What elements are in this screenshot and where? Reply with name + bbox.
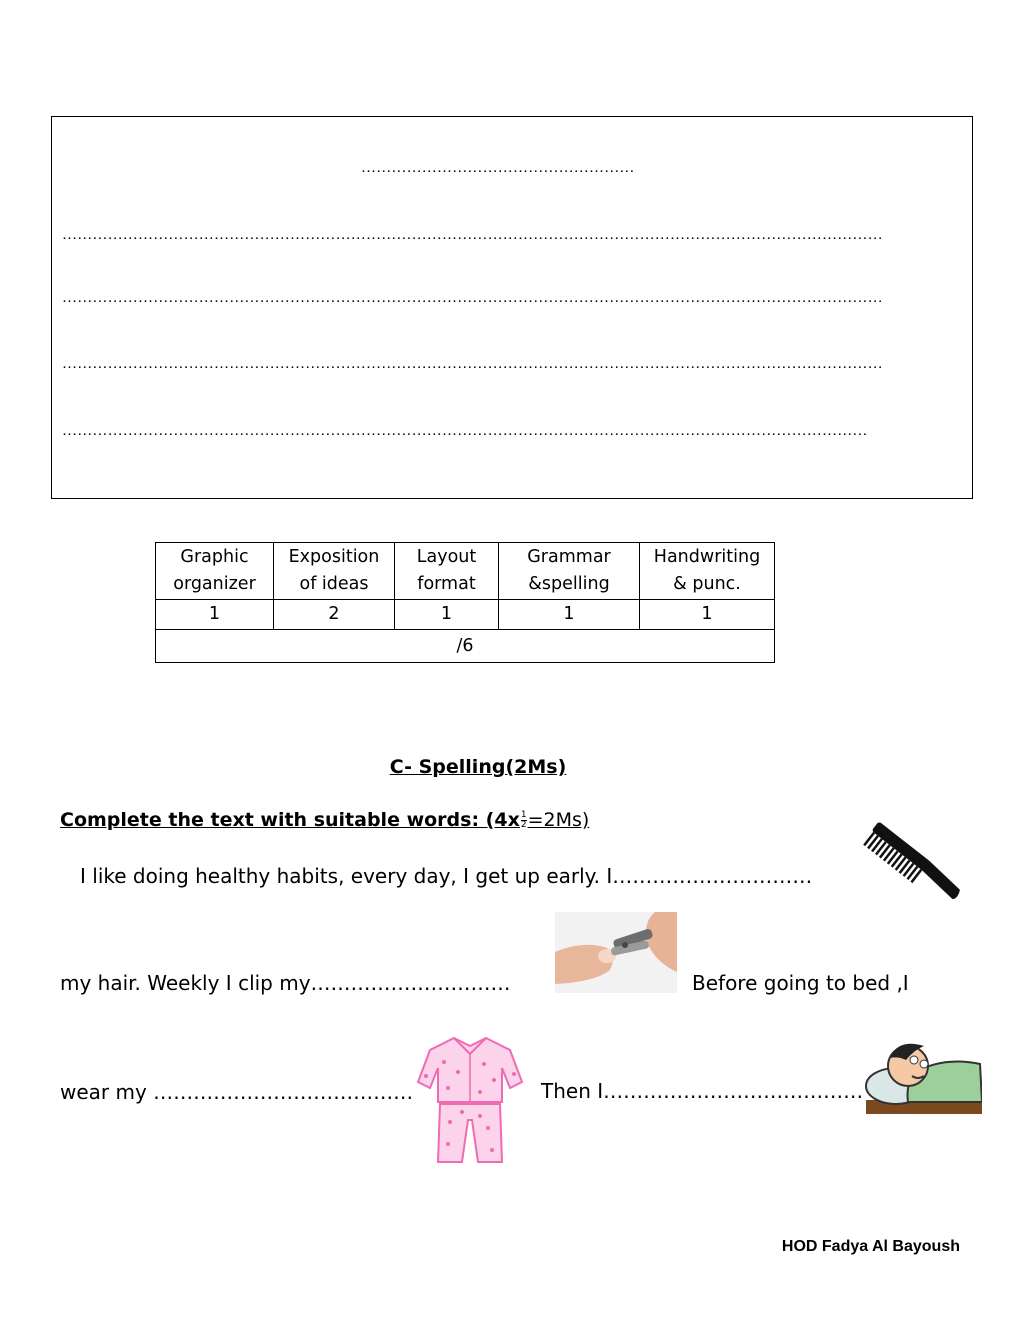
header-text: Layout [416, 547, 477, 567]
writing-line-2[interactable]: ……………………………………………………………………………………………………………………………………………… [62, 290, 883, 306]
rubric-header-row [156, 543, 775, 600]
writing-line-3[interactable]: ……………………………………………………………………………………………………………………………………………… [62, 356, 883, 372]
fraction-numerator: 1 [520, 810, 527, 820]
rubric-header-exposition [274, 543, 395, 600]
text-line-2a[interactable]: my hair. Weekly I clip my………………………… [60, 971, 511, 995]
instruction-bold: Complete the text with suitable words: (4x [60, 809, 520, 831]
text-line-3a[interactable]: wear my ………………………………… [60, 1080, 414, 1104]
footer-signature: HOD Fadya Al Bayoush [781, 1238, 960, 1255]
pajamas-image [414, 1032, 526, 1166]
rubric-total: /6 [156, 630, 775, 663]
sleeping-boy-image [862, 1030, 982, 1120]
text-line-1[interactable]: I like doing healthy habits, every day, I get up early. I………………………… [80, 864, 813, 888]
writing-line-1[interactable]: ……………………………………………………………………………………………………………………………………………… [62, 227, 883, 243]
header-text: Graphic [180, 547, 249, 567]
header-text: of ideas [299, 574, 369, 594]
nail-clipper-image [555, 912, 677, 993]
rubric-mark: 1 [640, 600, 775, 630]
rubric-header-grammar [499, 543, 640, 600]
writing-title-line[interactable]: ……………………………………………… [361, 160, 635, 176]
text-line-2b: Before going to bed ,I [692, 971, 909, 995]
rubric-header-graphic [156, 543, 274, 600]
header-text: &spelling [528, 574, 610, 594]
rubric-table [155, 542, 775, 663]
text-line-3b[interactable]: Then I………………………………… [541, 1079, 864, 1103]
rubric-header-layout [395, 543, 499, 600]
header-text: Grammar [527, 547, 611, 567]
rubric-mark: 2 [274, 600, 395, 630]
header-text: Exposition [288, 547, 380, 567]
instruction-tail: =2Ms) [527, 809, 590, 831]
fraction [521, 811, 527, 830]
header-text: & punc. [673, 574, 741, 594]
comb-image [858, 812, 970, 916]
writing-line-4[interactable]: …………………………………………………………………………………………………………………………………………… [62, 423, 868, 439]
section-title: C- Spelling(2Ms) [389, 756, 567, 778]
rubric-marks-row [156, 600, 775, 630]
header-text: Handwriting [653, 547, 761, 567]
header-text: organizer [173, 574, 256, 594]
instruction [60, 809, 589, 831]
fraction-denominator: 2 [520, 820, 527, 830]
rubric-mark: 1 [156, 600, 274, 630]
rubric-mark: 1 [395, 600, 499, 630]
rubric-total-row [156, 630, 775, 663]
header-text: format [417, 574, 476, 594]
rubric-mark: 1 [499, 600, 640, 630]
rubric-header-handwriting [640, 543, 775, 600]
